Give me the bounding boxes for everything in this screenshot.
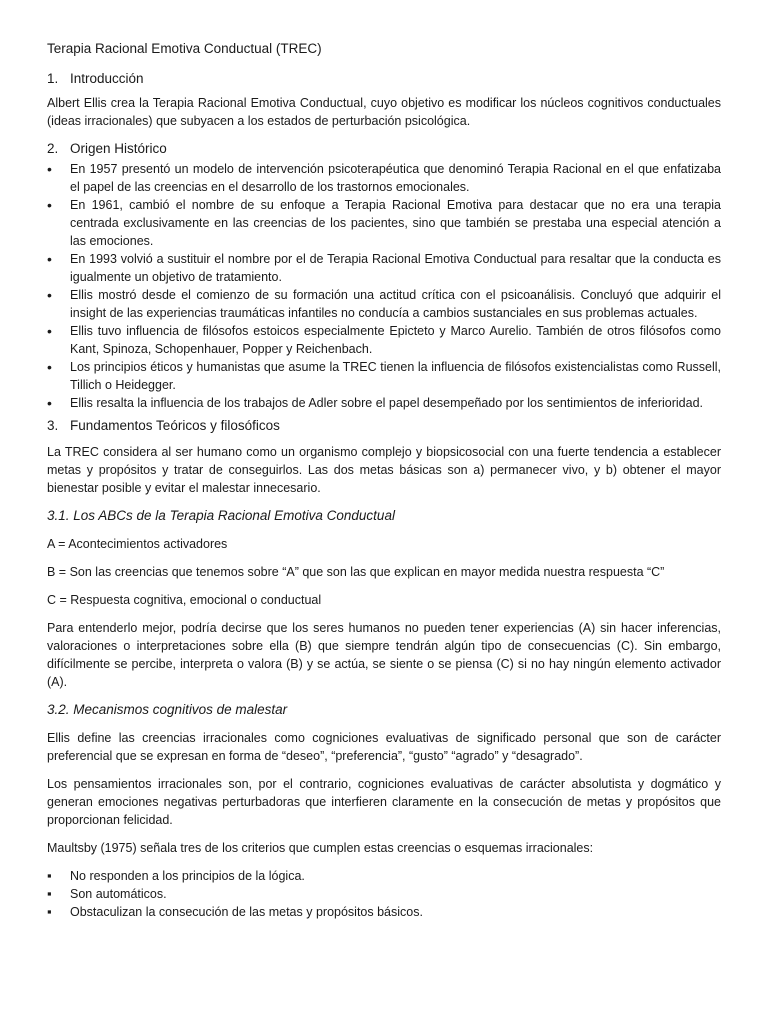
list-item: • Los principios éticos y humanistas que asume la TREC tienen la influencia de filósofos existencialistas como Russell, Tillich o Heidegger. [47,358,721,394]
section-number: 3. [47,418,59,433]
section-title: Introducción [70,71,144,86]
foundations-paragraph: La TREC considera al ser humano como un organismo complejo y biopsicosocial con una fuerte tendencia a establecer metas y propósitos y tratar de conseguirlos. Las dos metas básicas son a) permanecer vivo, y b) obtener el mayor bienestar posible y evitar el malestar innecesario. [47,445,721,495]
abc-definition-a: A = Acontecimientos activadores [47,537,228,551]
list-item: • En 1957 presentó un modelo de intervención psicoterapéutica que denominó Terapia Racional en el que enfatizaba el papel de las creencias en el desarrollo de los trastornos emocionales. [47,160,721,196]
mechanisms-paragraph-3: Maultsby (1975) señala tres de los criterios que cumplen estas creencias o esquemas irracionales: [47,841,594,855]
abc-explanation-paragraph: Para entenderlo mejor, podría decirse que los seres humanos no pueden tener experiencias (A) sin hacer inferencias, valoraciones o interpretaciones sobre ella (B) que siempre tendrán algún tipo de consecuencias (C). Sin embargo, difícilmente se percibe, interpreta o valora (B) y se actúa, se siente o se piensa (C) si no hay ningún elemento activador (A). [47,621,721,689]
square-bullet-icon [47,867,70,885]
square-bullet-icon [47,903,70,921]
bullet-icon [47,250,70,286]
section-title: Origen Histórico [70,141,167,156]
list-item: ▪ Obstaculizan la consecución de las metas y propósitos básicos. [47,903,721,921]
list-item: • Ellis mostró desde el comienzo de su formación una actitud crítica con el psicoanálisis. Concluyó que adquirir el insight de las experiencias traumáticas infantiles no conducía a cambios sustanciales en sus problemas actuales. [47,286,721,322]
mechanisms-paragraph-1: Ellis define las creencias irracionales como cogniciones evaluativas de significado personal que son de carácter preferencial que se expresan en forma de “deseo”, “preferencia”, “gusto” “agrado” y “desagrado”. [47,731,721,763]
list-item: ▪ No responden a los principios de la lógica. [47,867,721,885]
bullet-icon [47,160,70,196]
list-item: • En 1993 volvió a sustituir el nombre por el de Terapia Racional Emotiva Conductual para resaltar que la conducta es igualmente un objetivo de tratamiento. [47,250,721,286]
list-item: • Ellis tuvo influencia de filósofos estoicos especialmente Epicteto y Marco Aurelio. También de otros filósofos como Kant, Spinoza, Schopenhauer, Popper y Reichenbach. [47,322,721,358]
subsection-heading-abc: 3.1. Los ABCs de la Terapia Racional Emotiva Conductual [47,508,395,523]
section-heading-fundamentos [47,417,721,435]
document-title: Terapia Racional Emotiva Conductual (TREC) [47,41,322,56]
section-heading-introduccion [47,70,721,88]
section-heading-origen [47,140,721,158]
introduction-paragraph: Albert Ellis crea la Terapia Racional Emotiva Conductual, cuyo objetivo es modificar los núcleos cognitivos conductuales (ideas irracionales) que subyacen a los estados de perturbación psicológica. [47,96,721,128]
subsection-heading-mecanismos: 3.2. Mecanismos cognitivos de malestar [47,702,288,717]
square-bullet-icon [47,885,70,903]
abc-definition-c: C = Respuesta cognitiva, emocional o conductual [47,593,322,607]
abc-definition-b: B = Son las creencias que tenemos sobre “A” que son las que explican en mayor medida nuestra respuesta “C” [47,565,665,579]
section-number: 1. [47,71,59,86]
origin-bullet-list [47,160,721,413]
list-item: • En 1961, cambió el nombre de su enfoque a Terapia Racional Emotiva para destacar que no era una terapia centrada exclusivamente en las creencias de los pacientes, sino que también se prestaba una especial atención a las emociones. [47,196,721,250]
section-title: Fundamentos Teóricos y filosóficos [70,418,280,433]
bullet-icon [47,358,70,394]
bullet-icon [47,196,70,250]
mechanisms-paragraph-2: Los pensamientos irracionales son, por el contrario, cogniciones evaluativas de carácter absolutista y dogmático y generan emociones negativas perturbadoras que interfieren claramente en la consecución de metas y propósitos que proporcionan felicidad. [47,777,721,827]
list-item: ▪ Son automáticos. [47,885,721,903]
bullet-icon [47,394,70,413]
list-item: • Ellis resalta la influencia de los trabajos de Adler sobre el papel desempeñado por los sentimientos de inferioridad. [47,394,721,413]
criteria-bullet-list [47,867,721,921]
bullet-icon [47,286,70,322]
section-number: 2. [47,141,59,156]
bullet-icon [47,322,70,358]
